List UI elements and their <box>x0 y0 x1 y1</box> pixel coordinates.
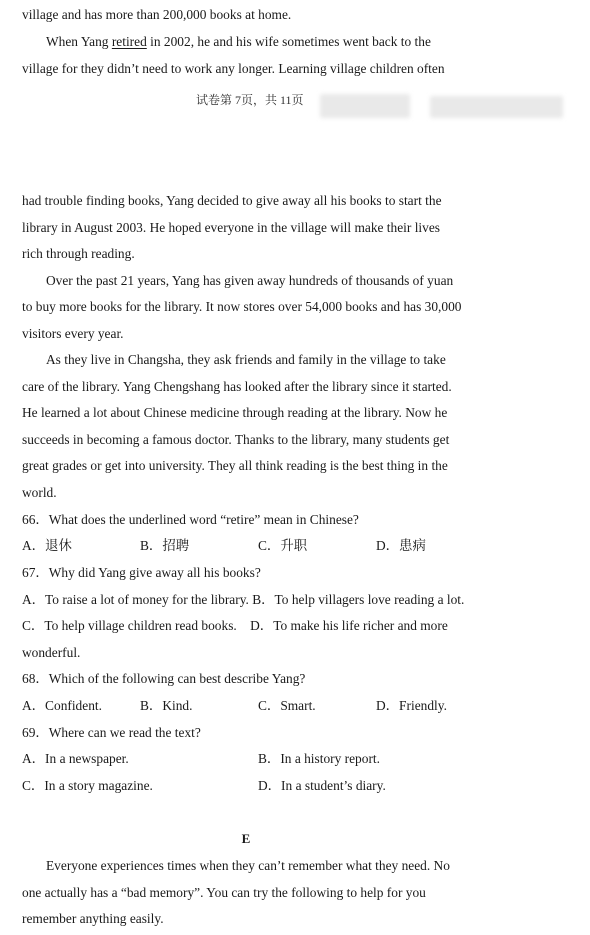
question-67-options-line: wonderful. <box>22 645 81 660</box>
question-68-option-c: C．Smart. <box>258 698 316 713</box>
text-line: village for they didn’t need to work any longer. Learning village children often <box>22 61 445 76</box>
section-title: E <box>241 831 251 846</box>
question-67-stem: 67．Why did Yang give away all his books? <box>22 565 261 580</box>
question-69-option-d: D．In a student’s diary. <box>258 778 386 793</box>
text-line: Everyone experiences times when they can’t remember what they need. No <box>46 858 450 873</box>
question-66-option-a: A．退休 <box>22 538 72 553</box>
question-69-option-a: A．In a newspaper. <box>22 751 129 766</box>
text-line: rich through reading. <box>22 246 135 261</box>
question-66-stem: 66．What does the underlined word “retire” mean in Chinese? <box>22 512 359 527</box>
question-69-stem: 69．Where can we read the text? <box>22 725 201 740</box>
text-line: Over the past 21 years, Yang has given away hundreds of thousands of yuan <box>46 273 454 288</box>
text-line: As they live in Changsha, they ask friends and family in the village to take <box>46 352 446 367</box>
text-line: visitors every year. <box>22 326 124 341</box>
text-line: remember anything easily. <box>22 911 164 926</box>
question-69-option-b: B．In a history report. <box>258 751 380 766</box>
text-line: had trouble finding books, Yang decided to give away all his books to start the <box>22 193 442 208</box>
text-line: He learned a lot about Chinese medicine through reading at the library. Now he <box>22 405 448 420</box>
text-line: one actually has a “bad memory”. You can try the following to help for you <box>22 885 426 900</box>
question-67-options-line: A．To raise a lot of money for the library. B．To help villagers love reading a lot. <box>22 592 465 607</box>
text-line <box>46 33 431 51</box>
question-67-options-line: C．To help village children read books. D．To make his life richer and more <box>22 618 448 633</box>
question-68-option-b: B．Kind. <box>140 698 193 713</box>
underlined-word: retired <box>111 34 147 49</box>
blurred-watermark <box>430 96 563 118</box>
page-footer: 试卷第 7页，共 11页 <box>196 93 304 107</box>
text-line: to buy more books for the library. It now stores over 54,000 books and has 30,000 <box>22 299 462 314</box>
text-line: succeeds in becoming a famous doctor. Thanks to the library, many students get <box>22 432 450 447</box>
question-69-option-c: C．In a story magazine. <box>22 778 153 793</box>
text-fragment: When Yang <box>46 34 112 49</box>
question-68-stem: 68．Which of the following can best describe Yang? <box>22 671 306 686</box>
text-line: world. <box>22 485 57 500</box>
question-66-option-d: D．患病 <box>376 538 426 553</box>
text-line: village and has more than 200,000 books at home. <box>22 7 292 22</box>
text-line: library in August 2003. He hoped everyone in the village will make their lives <box>22 220 440 235</box>
text-line: great grades or get into university. They all think reading is the best thing in the <box>22 458 448 473</box>
text-line: care of the library. Yang Chengshang has looked after the library since it started. <box>22 379 452 394</box>
text-fragment: in 2002, he and his wife sometimes went back to the <box>146 34 431 49</box>
question-68-option-d: D．Friendly. <box>376 698 447 713</box>
question-66-option-b: B．招聘 <box>140 538 190 553</box>
question-66-option-c: C．升职 <box>258 538 308 553</box>
blurred-watermark <box>320 94 410 118</box>
question-68-option-a: A．Confident. <box>22 698 102 713</box>
